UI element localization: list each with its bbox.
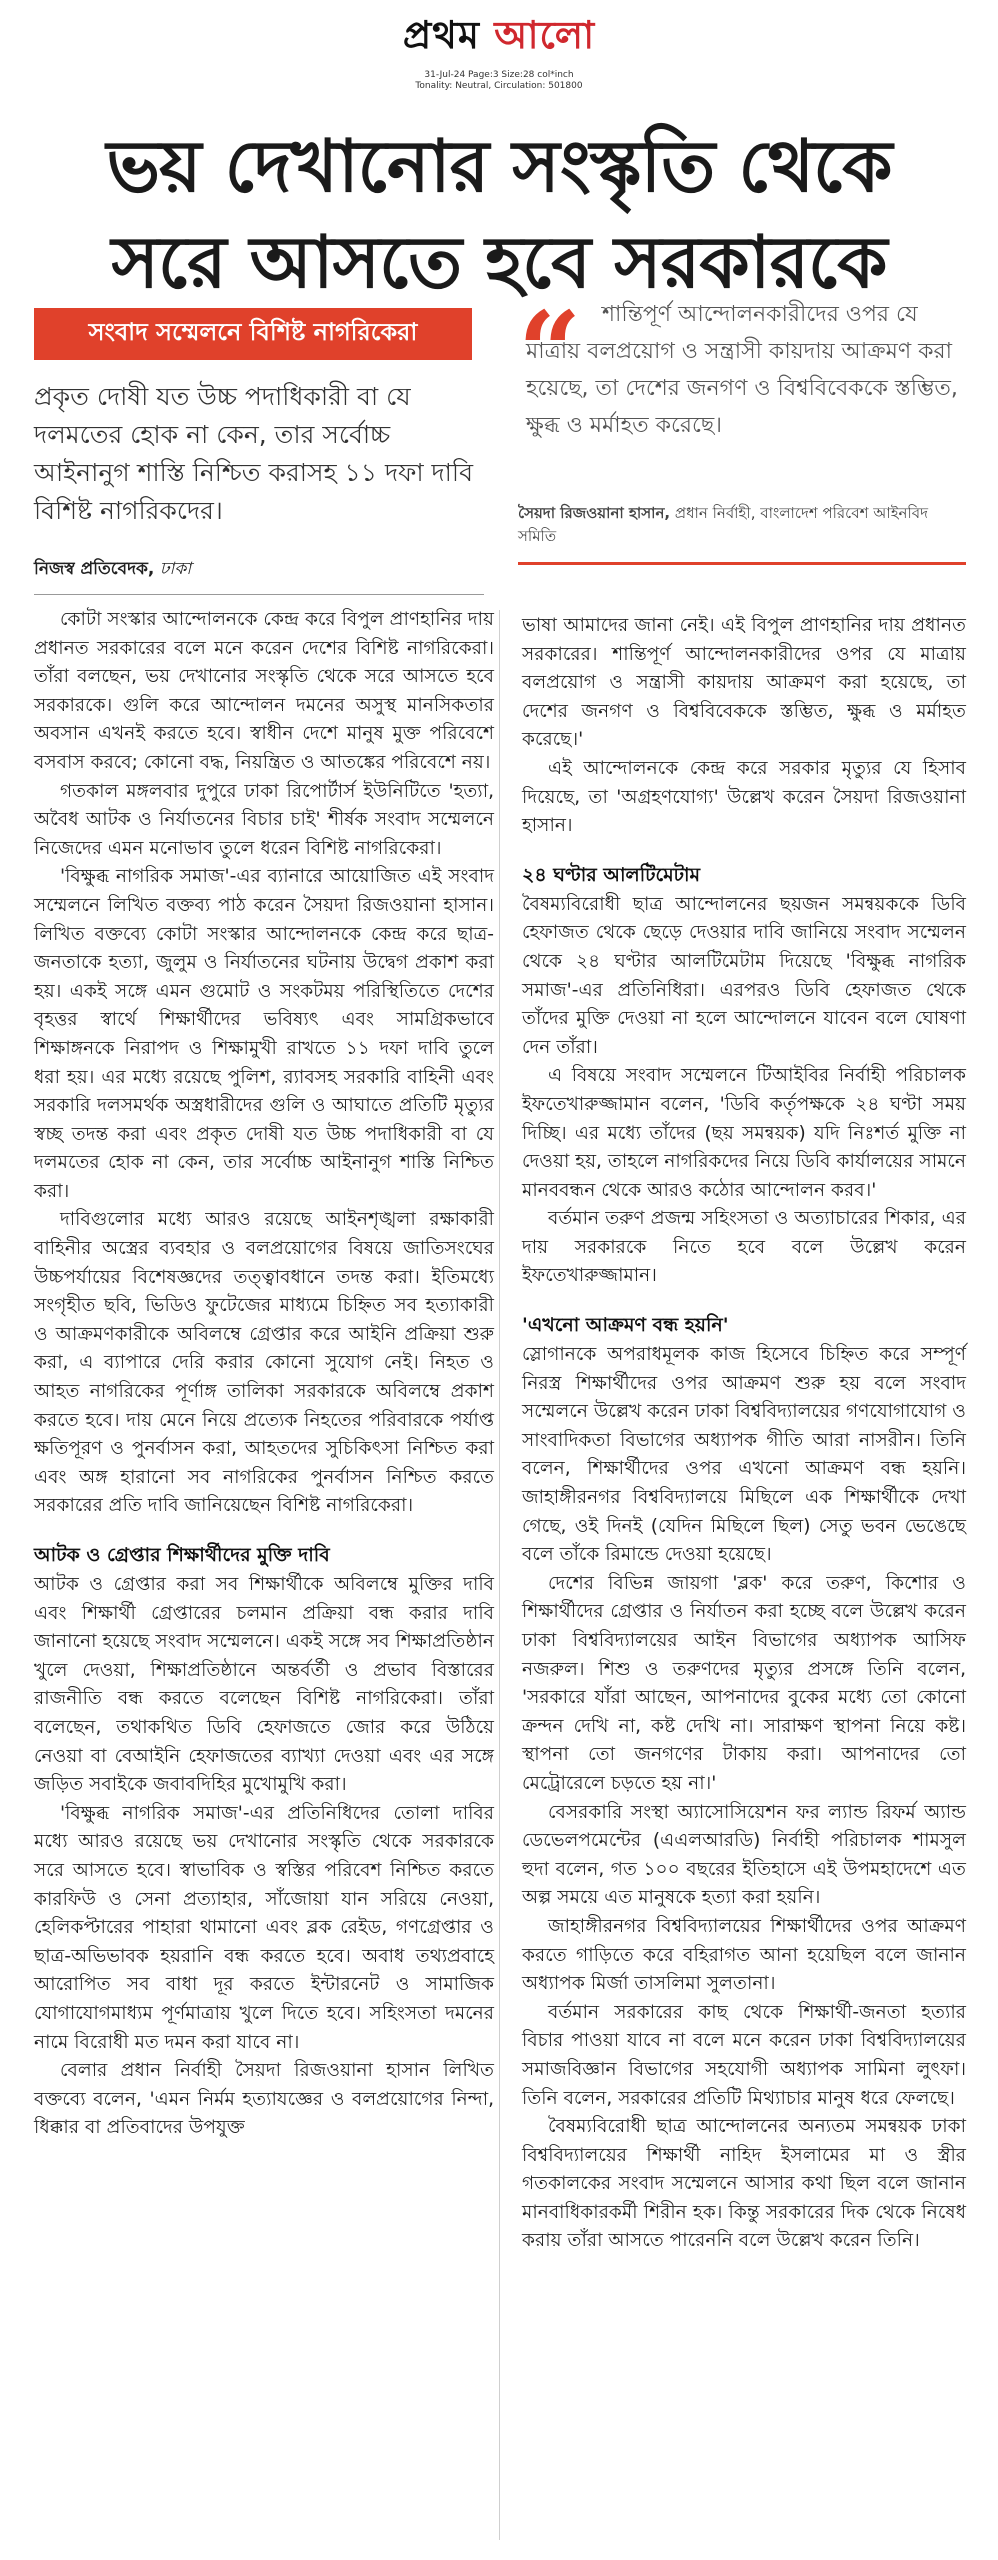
- paragraph: বর্তমান তরুণ প্রজন্ম সহিংসতা ও অত্যাচারের শিকার, এর দায় সরকারকে নিতে হবে বলে উল্লেখ করেন ইফতেখারুজ্জামান।: [522, 1208, 966, 1287]
- paragraph: দেশের বিভিন্ন জায়গা 'ব্লক' করে তরুণ, কিশোর ও শিক্ষার্থীদের গ্রেপ্তার ও নির্যাতন করা হচ্ছে বলে উল্লেখ করেন ঢাকা বিশ্ববিদ্যালয়ের আইন বিভাগের অধ্যাপক আসিফ নজরুল। শিশু ও তরুণদের মৃত্যুর প্রসঙ্গে তিনি বলেন, 'সরকারে যাঁরা আছেন, আপনাদের বুকের মধ্যে তো কোনো ক্রন্দন দেখি না, কষ্ট দেখি না। সারাক্ষণ স্থাপনা নিয়ে কষ্ট। স্থাপনা তো জনগণের টাকায় করা। আপনাদের তো মেট্রোরেলে চড়তে হয় না।': [522, 1572, 966, 1794]
- quote-mark-icon: “: [518, 287, 582, 416]
- byline-name: নিজস্ব প্রতিবেদক,: [34, 559, 155, 579]
- paragraph: বেলার প্রধান নির্বাহী সৈয়দা রিজওয়ানা হাসান লিখিত বক্তব্যে বলেন, 'এমন নির্মম হত্যাযজ্ঞের ও বলপ্রয়োগের নিন্দা, ধিক্কার বা প্রতিবাদের উপযুক্ত: [34, 2060, 494, 2139]
- paragraph: 'বিক্ষুব্ধ নাগরিক সমাজ'-এর প্রতিনিধিদের তোলা দাবির মধ্যে আরও রয়েছে ভয় দেখানোর সংস্কৃতি থেকে সরকারকে সরে আসতে হবে। স্বাভাবিক ও স্বস্তির পরিবেশ নিশ্চিত করতে কারফিউ ও সেনা প্রত্যাহার, সাঁজোয়া যান সরিয়ে নেওয়া, হেলিকপ্টারের পাহারা থামানো এবং ব্লক রেইড, গণগ্রেপ্তার ও ছাত্র-অভিভাবক হয়রানি বন্ধ করতে হবে। অবাধ তথ্যপ্রবাহে আরোপিত সব বাধা দূর করতে ইন্টারনেট ও সামাজিক যোগাযোগমাধ্যম পূর্ণমাত্রায় খুলে দিতে হবে। সহিংসতা দমনের নামে বিরোধী মত দমন করা যাবে না।: [34, 1802, 494, 2053]
- column-divider: [499, 610, 500, 2540]
- summary-deck: প্রকৃত দোষী যত উচ্চ পদাধিকারী বা যে দলমতের হোক না কেন, তার সর্বোচ্চ আইনানুগ শাস্তি নিশ্চিত করাসহ ১১ দফা দাবি বিশিষ্ট নাগরিকদের।: [34, 382, 474, 525]
- paragraph: এ বিষয়ে সংবাদ সম্মেলনে টিআইবির নির্বাহী পরিচালক ইফতেখারুজ্জামান বলেন, 'ডিবি কর্তৃপক্ষকে ২৪ ঘণ্টা সময় দিচ্ছি। এর মধ্যে তাঁদের (ছয় সমন্বয়ক) যদি নিঃশর্ত মুক্তি না দেওয়া হয়, তাহলে নাগরিকদের নিয়ে ডিবি কার্যালয়ের সামনে মানববন্ধন থেকে আরও কঠোর আন্দোলন করব।': [522, 1065, 966, 1201]
- clipping-meta-line1: 31-Jul-24 Page:3 Size:28 col*inch: [424, 70, 574, 80]
- headline: [24, 118, 974, 310]
- clipping-meta-line2: Tonality: Neutral, Circulation: 501800: [415, 81, 583, 91]
- paragraph: গতকাল মঙ্গলবার দুপুরে ঢাকা রিপোর্টার্স ইউনিটিতে 'হত্যা, অবৈধ আটক ও নির্যাতনের বিচার চাই' শীর্ষক সংবাদ সম্মেলনে নিজেদের এমন মনোভাব তুলে ধরেন বিশিষ্ট নাগরিকেরা।: [34, 780, 494, 859]
- paragraph: বৈষম্যবিরোধী ছাত্র আন্দোলনের অন্যতম সমন্বয়ক ঢাকা বিশ্ববিদ্যালয়ের শিক্ষার্থী নাহিদ ইসলামের মা ও স্ত্রীর গতকালকের সংবাদ সম্মেলনে আসার কথা ছিল বলে জানান মানবাধিকারকর্মী শিরীন হক। কিন্তু সরকারের দিক থেকে নিষেধ করায় তাঁরা আসতে পারেননি বলে উল্লেখ করেন তিনি।: [522, 2116, 966, 2252]
- pull-quote-attribution: [518, 502, 966, 565]
- paragraph: বৈষম্যবিরোধী ছাত্র আন্দোলনের ছয়জন সমন্বয়ককে ডিবি হেফাজত থেকে ছেড়ে দেওয়ার দাবি জানিয়ে সংবাদ সম্মেলন থেকে ২৪ ঘণ্টার আলটিমেটাম দিয়েছে 'বিক্ষুব্ধ নাগরিক সমাজ'-এর প্রতিনিধিরা। এরপরও ডিবি হেফাজত থেকে তাঁদের মুক্তি দেওয়া না হলে আন্দোলনে যাবেন বলে ঘোষণা দেন তাঁরা।: [522, 893, 966, 1058]
- quote-speaker-title: প্রধান নির্বাহী, বাংলাদেশ পরিবেশ আইনবিদ সমিতি: [518, 504, 928, 545]
- quote-speaker-name: সৈয়দা রিজওয়ানা হাসান,: [518, 504, 671, 522]
- byline: [34, 556, 484, 595]
- logo-accent-text: আলো: [494, 12, 596, 57]
- headline-line2: সরে আসতে হবে সরকারকে: [111, 220, 887, 304]
- subheading: 'এখনো আক্রমণ বন্ধ হয়নি': [522, 1314, 729, 1337]
- article-right-column: [522, 612, 966, 2256]
- paragraph: কোটা সংস্কার আন্দোলনকে কেন্দ্র করে বিপুল প্রাণহানির দায় প্রধানত সরকারের বলে মনে করেন দেশের বিশিষ্ট নাগরিকেরা। তাঁরা বলছেন, ভয় দেখানোর সংস্কৃতি থেকে সরে আসতে হবে সরকারকে। গুলি করে আন্দোলন দমনের অসুস্থ মানসিকতার অবসান এখনই করতে হবে। স্বাধীন দেশে মানুষ মুক্ত পরিবেশে বসবাস করবে; কোনো বদ্ধ, নিয়ন্ত্রিত ও আতঙ্কের পরিবেশে নয়।: [34, 609, 494, 773]
- pull-quote: শান্তিপূর্ণ আন্দোলনকারীদের ওপর যে মাত্রায় বলপ্রয়োগ ও সন্ত্রাসী কায়দায় আক্রমণ করা হয়েছে, তা দেশের জনগণ ও বিশ্ববিবেককে স্তম্ভিত, ক্ষুব্ধ ও মর্মাহত করেছে।: [526, 302, 958, 438]
- paragraph: বেসরকারি সংস্থা অ্যাসোসিয়েশন ফর ল্যান্ড রিফর্ম অ্যান্ড ডেভেলপমেন্টের (এএলআরডি) নির্বাহী পরিচালক শামসুল হুদা বলেন, গত ১০০ বছরের ইতিহাসে এই উপমহাদেশে এত অল্প সময়ে এত মানুষকে হত্যা করা হয়নি।: [522, 1801, 966, 1909]
- paragraph: বর্তমান সরকারের কাছ থেকে শিক্ষার্থী-জনতা হত্যার বিচার পাওয়া যাবে না বলে মনে করেন ঢাকা বিশ্ববিদ্যালয়ের সমাজবিজ্ঞান বিভাগের সহযোগী অধ্যাপক সামিনা লুৎফা। তিনি বলেন, সরকারের প্রতিটি মিথ্যাচার মানুষ ধরে ফেলছে।: [522, 2001, 966, 2109]
- headline-line1: ভয় দেখানোর সংস্কৃতি থেকে: [106, 124, 892, 208]
- subheading: আটক ও গ্রেপ্তার শিক্ষার্থীদের মুক্তি দাবি: [34, 1544, 330, 1566]
- paragraph: এই আন্দোলনকে কেন্দ্র করে সরকার মৃত্যুর যে হিসাব দিয়েছে, তা 'অগ্রহণযোগ্য' উল্লেখ করেন সৈয়দা রিজওয়ানা হাসান।: [522, 757, 966, 837]
- byline-place: ঢাকা: [159, 559, 192, 579]
- paragraph: আটক ও গ্রেপ্তার করা সব শিক্ষার্থীকে অবিলম্বে মুক্তির দাবি এবং শিক্ষার্থী গ্রেপ্তারের চলমান প্রক্রিয়া বন্ধ করার দাবি জানানো হয়েছে সংবাদ সম্মেলনে। একই সঙ্গে সব শিক্ষাপ্রতিষ্ঠান খুলে দেওয়া, শিক্ষাপ্রতিষ্ঠানে অন্তর্বর্তী ও প্রভাব বিস্তারের রাজনীতি বন্ধ করতে বলেছেন বিশিষ্ট নাগরিকেরা। তাঁরা বলেছেন, তথাকথিত ডিবি হেফাজতে জোর করে উঠিয়ে নেওয়া বা বেআইনি হেফাজতের ব্যাখ্যা দেওয়া এবং এর সঙ্গে জড়িত সবাইকে জবাবদিহির মুখোমুখি করা।: [34, 1574, 494, 1796]
- logo-main-text: প্রথম: [402, 12, 480, 57]
- paragraph: জাহাঙ্গীরনগর বিশ্ববিদ্যালয়ের শিক্ষার্থীদের ওপর আক্রমণ করতে গাড়িতে করে বহিরাগত আনা হয়েছিল বলে জানান অধ্যাপক মির্জা তাসলিমা সুলতানা।: [522, 1915, 966, 1995]
- paragraph: 'বিক্ষুব্ধ নাগরিক সমাজ'-এর ব্যানারে আয়োজিত এই সংবাদ সম্মেলনে লিখিত বক্তব্য পাঠ করেন সৈয়দা রিজওয়ানা হাসান। লিখিত বক্তব্যে কোটা সংস্কার আন্দোলনকে কেন্দ্র করে ছাত্র-জনতাকে হত্যা, জুলুম ও নির্যাতনের ঘটনায় উদ্বেগ প্রকাশ করা হয়। একই সঙ্গে এমন গুমোট ও সংকটময় পরিস্থিতিতে দেশের বৃহত্তর স্বার্থে শিক্ষার্থীদের ভবিষ্যৎ এবং সামগ্রিকভাবে শিক্ষাঙ্গনকে নিরাপদ ও শিক্ষামুখী রাখতে ১১ দফা দাবি তুলে ধরা হয়। এর মধ্যে রয়েছে পুলিশ, র‌্যাবসহ সরকারি বাহিনী এবং সরকারি দলসমর্থক অস্ত্রধারীদের গুলি ও আঘাতে প্রতিটি মৃত্যুর স্বচ্ছ তদন্ত করা এবং প্রকৃত দোষী যত উচ্চ পদাধিকারী বা যে দলমতের হোক না কেন, তার সর্বোচ্চ আইনানুগ শাস্তি নিশ্চিত করা।: [34, 866, 494, 1202]
- section-tag: সংবাদ সম্মেলনে বিশিষ্ট নাগরিকেরা: [34, 308, 472, 360]
- masthead: [0, 0, 998, 91]
- subheading: ২৪ ঘণ্টার আলটিমেটাম: [522, 863, 701, 886]
- paragraph: দাবিগুলোর মধ্যে আরও রয়েছে আইনশৃঙ্খলা রক্ষাকারী বাহিনীর অস্ত্রের ব্যবহার ও বলপ্রয়োগের বিষয়ে জাতিসংঘের উচ্চপর্যায়ের বিশেষজ্ঞদের তত্ত্বাবধানে তদন্ত করা। ইতিমধ্যে সংগৃহীত ছবি, ভিডিও ফুটেজের মাধ্যমে চিহ্নিত সব হত্যাকারী ও আক্রমণকারীকে অবিলম্বে গ্রেপ্তার করে আইনি প্রক্রিয়া শুরু করা, এ ব্যাপারে দেরি করার কোনো সুযোগ নেই। নিহত ও আহত নাগরিকের পূর্ণাঙ্গ তালিকা সরকারকে অবিলম্বে প্রকাশ করতে হবে। দায় মেনে নিয়ে প্রত্যেক নিহতের পরিবারকে পর্যাপ্ত ক্ষতিপূরণ ও পুনর্বাসন করা, আহতদের সুচিকিৎসা নিশ্চিত করা এবং অঙ্গ হারানো সব নাগরিকের পুনর্বাসন নিশ্চিত করতে সরকারের প্রতি দাবি জানিয়েছেন বিশিষ্ট নাগরিকেরা।: [34, 1209, 494, 1517]
- newspaper-logo: [0, 6, 998, 70]
- article-left-column: [34, 606, 494, 2143]
- paragraph: ভাষা আমাদের জানা নেই। এই বিপুল প্রাণহানির দায় প্রধানত সরকারের। শান্তিপূর্ণ আন্দোলনকারীদের ওপর যে মাত্রায় বলপ্রয়োগ ও সন্ত্রাসী কায়দায় আক্রমণ করা হয়েছে, তা দেশের জনগণ ও বিশ্ববিবেককে স্তম্ভিত, ক্ষুব্ধ ও মর্মাহত করেছে।': [522, 615, 966, 751]
- paragraph: স্লোগানকে অপরাধমূলক কাজ হিসেবে চিহ্নিত করে সম্পূর্ণ নিরস্ত্র শিক্ষার্থীদের ওপর আক্রমণ শুরু হয় বলে সংবাদ সম্মেলনে উল্লেখ করেন ঢাকা বিশ্ববিদ্যালয়ের গণযোগাযোগ ও সাংবাদিকতা বিভাগের অধ্যাপক গীতি আরা নাসরীন। তিনি বলেন, শিক্ষার্থীদের ওপর এখনো আক্রমণ বন্ধ হয়নি। জাহাঙ্গীরনগর বিশ্ববিদ্যালয়ে মিছিলে এক শিক্ষার্থীকে দেখা গেছে, ওই দিনই (যেদিন মিছিলে ছিল) সেতু ভবন ভেঙেছে বলে তাঁকে রিমান্ডে দেওয়া হয়েছে।: [522, 1344, 966, 1566]
